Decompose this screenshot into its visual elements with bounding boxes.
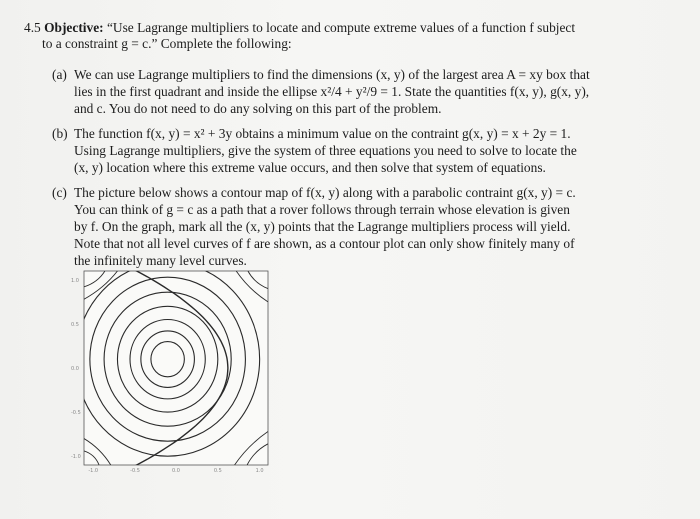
- part-c-line-2: You can think of g = c as a path that a rover follows through terrain whose elevation is given: [74, 202, 570, 217]
- y-tick-label: 0.5: [71, 321, 79, 328]
- y-tick-label: -1.0: [71, 454, 81, 461]
- part-a-label: (a): [52, 67, 67, 82]
- x-tick-label: 1.0: [255, 468, 264, 474]
- problem-number: 4.5: [24, 20, 41, 35]
- part-c-line-4: Note that not all level curves of f are shown, as a contour plot can only show finitely many of: [74, 236, 575, 251]
- part-a-line-1: We can use Lagrange multipliers to find the dimensions (x, y) of the largest area A = xy box that: [74, 67, 590, 82]
- y-tick-label: 1.0: [71, 277, 79, 284]
- x-tick-label: -1.0: [88, 468, 99, 474]
- part-c-line-5: the infinitely many level curves.: [74, 253, 247, 268]
- objective-text-1: “Use Lagrange multipliers to locate and compute extreme values of a function f subject: [106, 20, 576, 35]
- objective-label: Objective:: [44, 20, 104, 35]
- y-tick-label: 0.0: [71, 366, 79, 372]
- y-tick-label: -0.5: [71, 410, 81, 417]
- x-tick-label: 0.0: [172, 468, 180, 474]
- part-b-line-3: (x, y) location where this extreme value occurs, and then solve that system of equations.: [74, 160, 546, 175]
- part-b-line-1: The function f(x, y) = x² + 3y obtains a minimum value on the contraint g(x, y) = x + 2y = 1.: [74, 126, 571, 141]
- part-c-label: (c): [52, 185, 67, 200]
- part-c-line-1: The picture below shows a contour map of f(x, y) along with a parabolic contraint g(x, y) = c.: [74, 185, 576, 200]
- part-b-label: (b): [52, 126, 68, 141]
- x-tick-label: 0.5: [213, 468, 222, 474]
- objective-line-1: [24, 20, 575, 36]
- objective-line-2: to a constraint g = c.” Complete the following:: [42, 36, 292, 51]
- part-a-line-2: lies in the first quadrant and inside the ellipse x²/4 + y²/9 = 1. State the quantities f(x, y), g(x, y),: [74, 84, 590, 99]
- contour-plot: [70, 265, 270, 475]
- part-c-line-3: by f. On the graph, mark all the (x, y) points that the Lagrange multipliers process will yield.: [74, 219, 571, 234]
- part-a-line-3: and c. You do not need to do any solving on this part of the problem.: [74, 101, 442, 116]
- x-tick-label: -0.5: [130, 468, 140, 474]
- part-b-line-2: Using Lagrange multipliers, give the system of three equations you need to solve to locate the: [74, 143, 577, 158]
